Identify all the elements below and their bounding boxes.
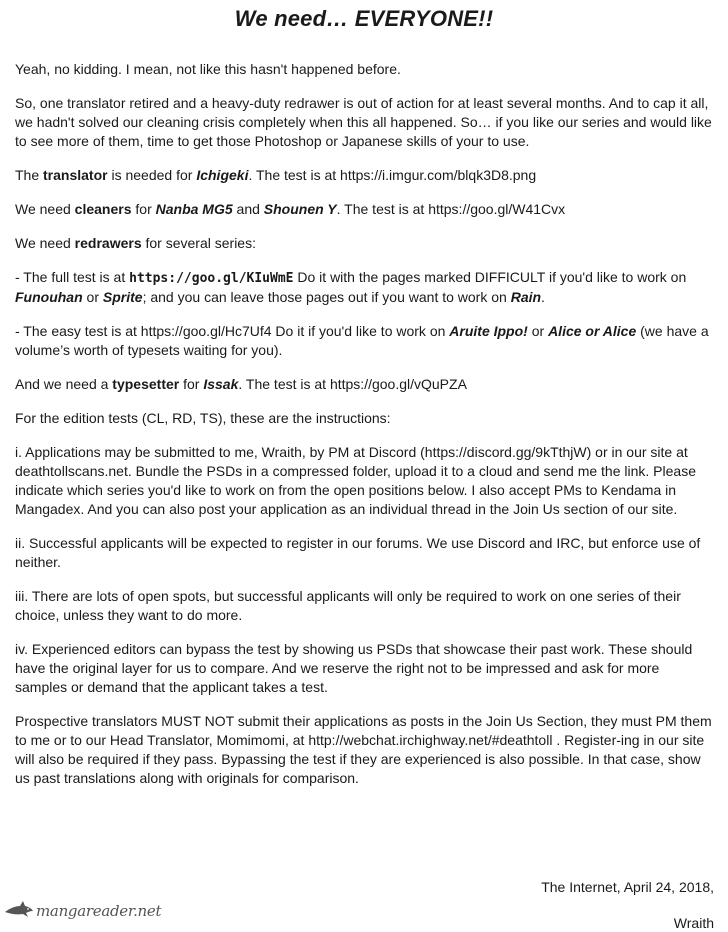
series-ichigeki: Ichigeki (196, 167, 249, 183)
paragraph-typesetter: And we need a typesetter for Issak. The test is at https://goo.gl/vQuPZA (15, 376, 467, 392)
paragraph-situation: So, one translator retired and a heavy-duty redrawer is out of action for at least several months. And to cap it all, we hadn't solved our cleaning crisis completely when this all happened. So… if you like our series and would like to see more of them, time to get those Photoshop or Japanese skills of your to use. (15, 95, 712, 149)
series-issak: Issak (203, 376, 239, 392)
role-redrawers: redrawers (74, 235, 142, 251)
role-typesetter: typesetter (112, 376, 180, 392)
paragraph-full-test: - The full test is at https://goo.gl/KIuWmE Do it with the pages marked DIFFICULT if you'd like to work on Funouhan or Sprite; and you can leave those pages out if you want to work on Rain. (15, 269, 687, 305)
paragraph-cleaners: We need cleaners for Nanba MG5 and Shounen Y. The test is at https://goo.gl/W41Cvx (15, 201, 566, 217)
signature-date: The Internet, April 24, 2018, (541, 879, 714, 895)
paragraph-translators-note: Prospective translators MUST NOT submit their applications as posts in the Join Us Section, they must PM them to me or to our Head Translator, Momimomi, at http://webchat.irchighway.net/#deathtoll . Register-ing in our site will also be required if they pass. Bypassing the test if they are experienced is also possible. In that case, show us past translations along with originals for comparison. (15, 713, 712, 786)
full-test-link: https://goo.gl/KIuWmE (129, 271, 294, 286)
role-cleaners: cleaners (74, 201, 132, 217)
paragraph-intro: Yeah, no kidding. I mean, not like this hasn't happened before. (15, 61, 401, 77)
paragraph-redrawers: We need redrawers for several series: (15, 235, 256, 251)
instruction-iii: iii. There are lots of open spots, but successful applicants will only be required to work on one series of their choice, unless they want to do more. (15, 588, 681, 623)
instruction-iv: iv. Experienced editors can bypass the test by showing us PSDs that showcase their past work. These should have the original layer for us to compare. And we reserve the right not to be impressed and ask for more samples or demand that the applicant takes a test. (15, 641, 693, 695)
paragraph-easy-test: - The easy test is at https://goo.gl/Hc7Uf4 Do it if you'd like to work on Aruite Ippo! or Alice or Alice (we have a volume’s worth of typesets waiting for you). (15, 323, 709, 358)
series-shounen-y: Shounen Y (263, 201, 337, 217)
paragraph-instructions-intro: For the edition tests (CL, RD, TS), these are the instructions: (15, 410, 391, 426)
paragraph-translator: The translator is needed for Ichigeki. The test is at https://i.imgur.com/blqk3D8.png (15, 167, 537, 183)
series-alice-or-alice: Alice or Alice (548, 323, 637, 339)
series-funouhan: Funouhan (15, 289, 83, 305)
announcement-body (15, 60, 715, 803)
instruction-i: i. Applications may be submitted to me, Wraith, by PM at Discord (https://discord.gg/9kTthjW) or in our site at deathtollscans.net. Bundle the PSDs in a compressed folder, upload it to a cloud and send me the link. Please indicate which series you'd like to work on from the open positions below. I also accept PMs to Kendama in Mangadex. And you can also post your application as an individual thread in the Join Us section of our site. (15, 444, 696, 517)
shark-logo-icon (4, 900, 34, 923)
series-sprite: Sprite (102, 289, 143, 305)
signature-name: Wraith (673, 915, 714, 931)
series-nanba-mg5: Nanba MG5 (155, 201, 233, 217)
watermark-text: mangareader.net (36, 902, 162, 920)
role-translator: translator (43, 167, 108, 183)
series-rain: Rain (510, 289, 542, 305)
instruction-ii: ii. Successful applicants will be expected to register in our forums. We use Discord and IRC, but enforce use of neither. (15, 535, 701, 570)
series-aruite-ippo: Aruite Ippo! (449, 323, 528, 339)
watermark (4, 898, 161, 924)
page-title: We need… EVERYONE!! (234, 6, 494, 31)
